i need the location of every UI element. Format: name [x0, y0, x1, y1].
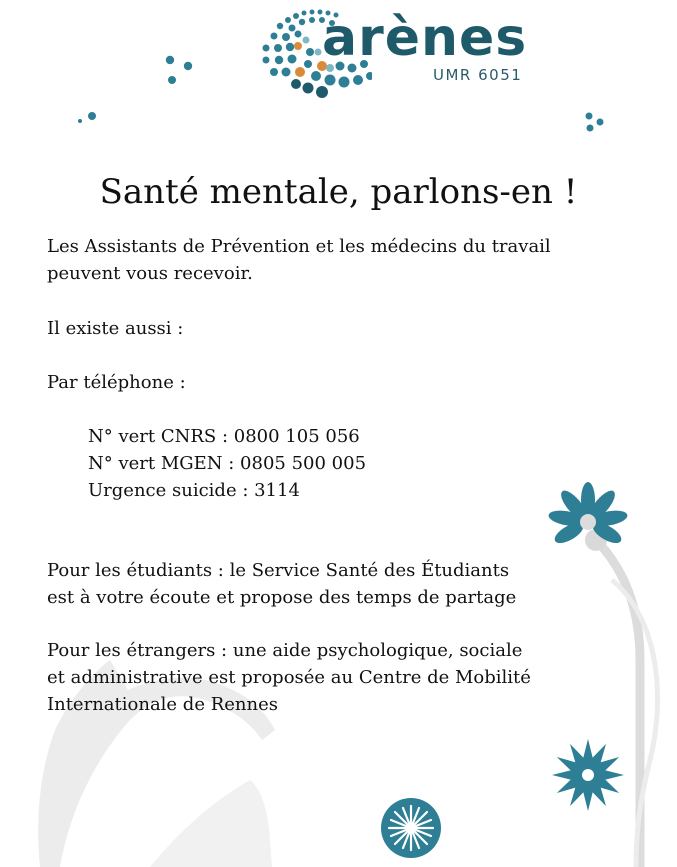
intro-line: Les Assistants de Prévention et les médecins du travail	[47, 236, 551, 257]
logo-subtitle: UMR 6051	[433, 66, 523, 84]
foreigners-line: Pour les étrangers : une aide psychologique, sociale	[47, 640, 523, 661]
foreigners-line: Internationale de Rennes	[47, 694, 278, 715]
flower-icon	[552, 739, 624, 811]
foreigners-line: et administrative est proposée au Centre de Mobilité	[47, 667, 531, 688]
students-line: Pour les étudiants : le Service Santé des Étudiants	[47, 560, 510, 581]
students-paragraph	[47, 557, 607, 611]
intro-paragraph	[47, 233, 607, 287]
phone-item: N° vert MGEN : 0805 500 005	[88, 453, 367, 474]
logo-wordmark: arènes	[322, 8, 528, 68]
also-text: Il existe aussi :	[47, 318, 184, 339]
phone-heading: Par téléphone :	[47, 372, 186, 393]
intro-line: peuvent vous recevoir.	[47, 263, 253, 284]
logo	[252, 6, 532, 100]
phone-list	[88, 423, 648, 504]
students-line: est à votre écoute et propose des temps de partage	[47, 587, 517, 608]
flower-icon	[381, 798, 441, 858]
phone-item: Urgence suicide : 3114	[88, 480, 300, 501]
phone-item: N° vert CNRS : 0800 105 056	[88, 426, 360, 447]
foreigners-paragraph	[47, 637, 607, 718]
page-title: Santé mentale, parlons-en !	[99, 172, 578, 212]
